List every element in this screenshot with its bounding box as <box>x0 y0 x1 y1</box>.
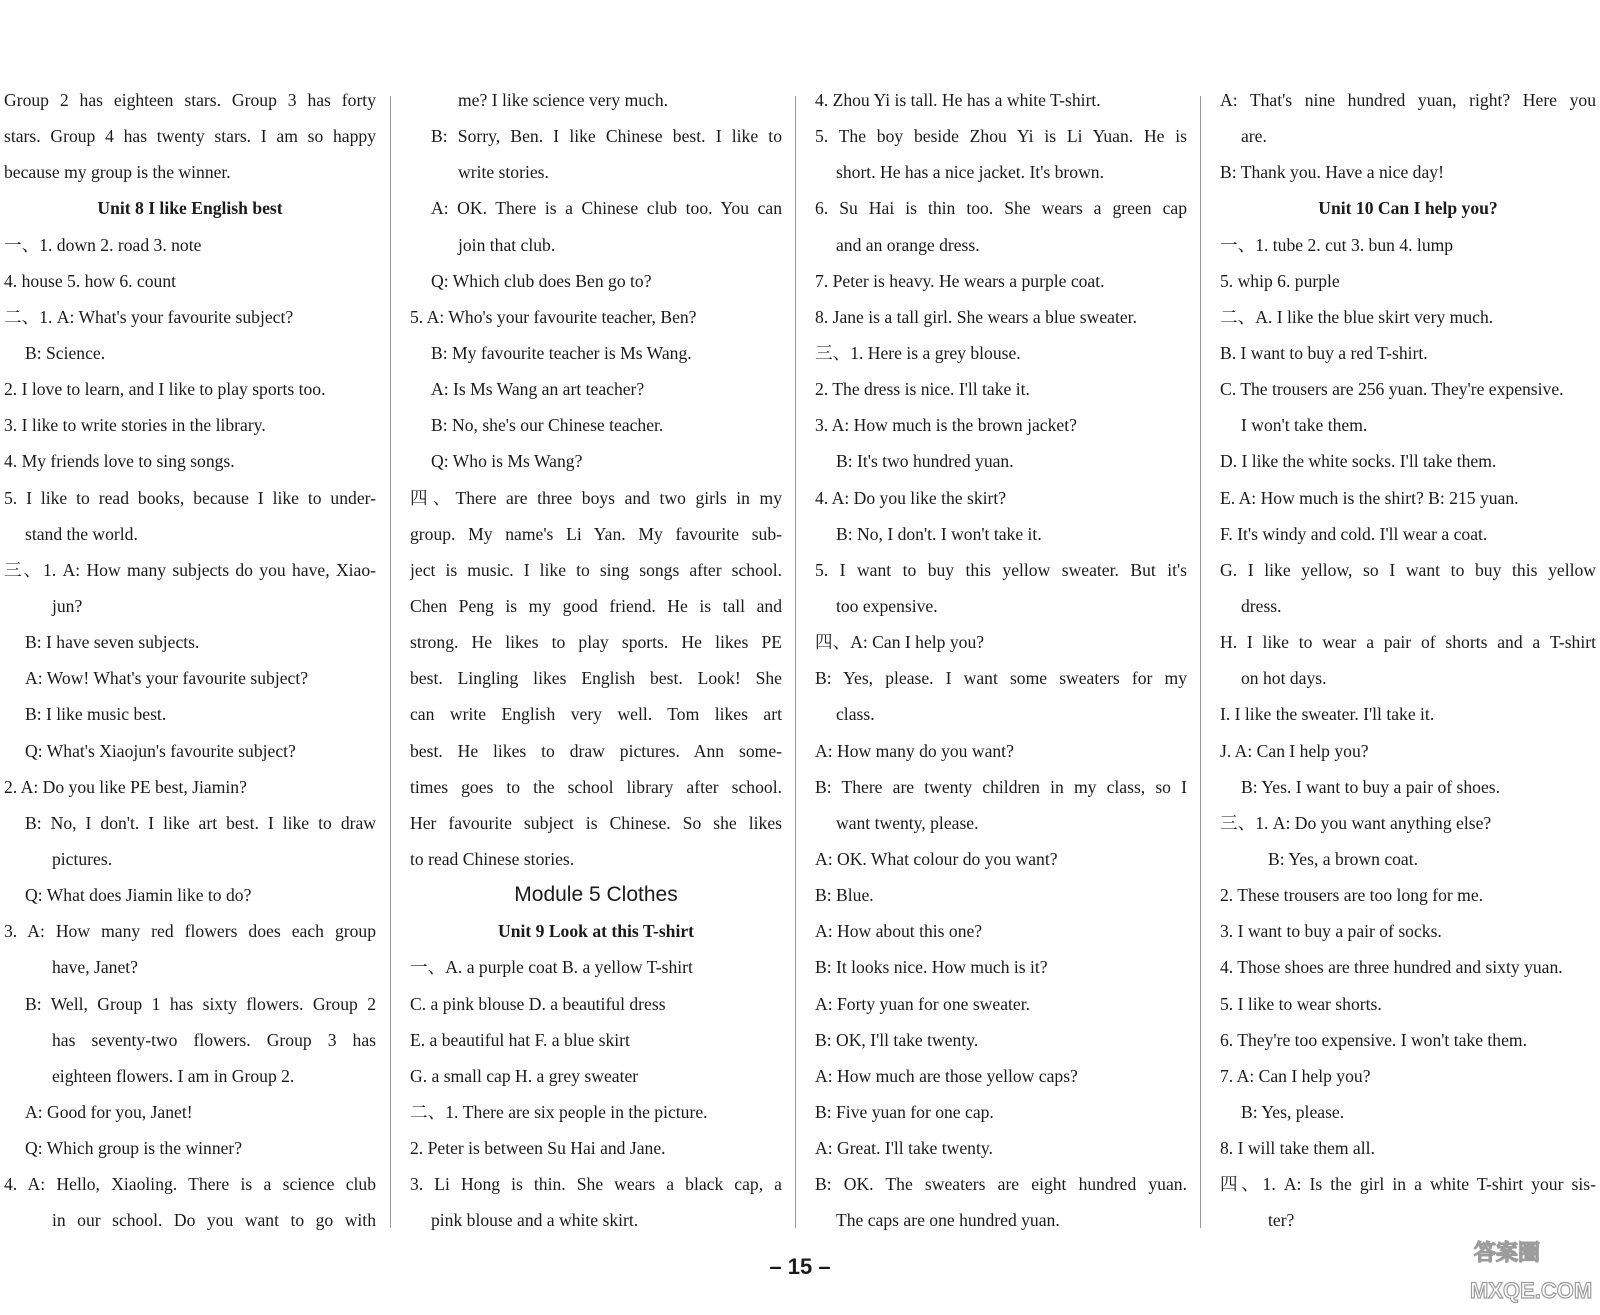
text-line: C. a pink blouse D. a beautiful dress <box>410 993 666 1014</box>
text-line: 5. whip 6. purple <box>1220 270 1340 291</box>
text-line: Q: Which group is the winner? <box>25 1138 243 1159</box>
section-heading: Unit 9 Look at this T-shirt <box>497 921 695 942</box>
column-divider <box>390 96 391 1228</box>
text-line: ter? <box>1268 1210 1295 1231</box>
text-line: 2. I love to learn, and I like to play sports too. <box>4 379 326 400</box>
text-line: B: I like music best. <box>25 704 167 725</box>
text-line: Q: What does Jiamin like to do? <box>25 885 252 906</box>
text-line: A: Wow! What's your favourite subject? <box>25 668 309 689</box>
text-line: A: That's nine hundred yuan, right? Here you <box>1220 90 1596 110</box>
text-line: B: OK, I'll take twenty. <box>815 1029 979 1050</box>
text-line: 一、1. down 2. road 3. note <box>4 234 202 255</box>
text-line: 7. Peter is heavy. He wears a purple coat. <box>815 270 1105 291</box>
text-line: B: Well, Group 1 has sixty flowers. Group 2 <box>25 993 376 1014</box>
section-heading: Unit 10 Can I help you? <box>1318 198 1498 219</box>
text-line: B: Thank you. Have a nice day! <box>1220 162 1444 183</box>
text-line: times goes to the school library after school. <box>410 776 782 797</box>
text-line: B: I have seven subjects. <box>25 632 200 653</box>
text-line: B: It looks nice. How much is it? <box>815 957 1048 978</box>
text-line: B: OK. The sweaters are eight hundred yuan. <box>815 1174 1187 1195</box>
text-line: short. He has a nice jacket. It's brown. <box>836 162 1104 183</box>
text-line: 3. Li Hong is thin. She wears a black cap, a <box>410 1174 782 1195</box>
text-line: because my group is the winner. <box>4 162 231 183</box>
text-line: 3. I want to buy a pair of socks. <box>1220 921 1442 942</box>
column-divider <box>795 96 796 1228</box>
text-line: too expensive. <box>836 595 938 616</box>
text-line: B: My favourite teacher is Ms Wang. <box>431 342 692 363</box>
text-line: B: Yes, please. I want some sweaters for my <box>815 668 1187 689</box>
text-line: I. I like the sweater. I'll take it. <box>1220 704 1435 725</box>
text-line: B: Five yuan for one cap. <box>815 1101 994 1122</box>
text-line: want twenty, please. <box>836 812 979 833</box>
section-heading: Unit 8 I like English best <box>97 198 283 219</box>
text-line: J. A: Can I help you? <box>1220 740 1369 761</box>
text-line: are. <box>1241 126 1267 147</box>
text-line: A: Is Ms Wang an art teacher? <box>431 379 645 400</box>
text-line: 2. These trousers are too long for me. <box>1220 885 1484 906</box>
text-line: 2. Peter is between Su Hai and Jane. <box>410 1138 666 1159</box>
text-line: 四、A: Can I help you? <box>815 632 985 653</box>
text-line: I won't take them. <box>1241 415 1368 436</box>
column-1 <box>4 82 376 1239</box>
text-line: write stories. <box>458 162 549 183</box>
text-line: can write English very well. Tom likes art <box>410 704 782 725</box>
text-line: A: OK. There is a Chinese club too. You can <box>431 198 782 219</box>
text-line: C. The trousers are 256 yuan. They're expensive. <box>1220 379 1564 400</box>
text-line: and an orange dress. <box>836 234 980 255</box>
text-line: pink blouse and a white skirt. <box>431 1210 639 1231</box>
text-line: 5. The boy beside Zhou Yi is Li Yuan. He is <box>815 126 1187 147</box>
text-line: D. I like the white socks. I'll take them. <box>1220 451 1497 472</box>
text-line: A: How much are those yellow caps? <box>815 1065 1078 1086</box>
text-line: 7. A: Can I help you? <box>1220 1065 1371 1086</box>
text-line: in our school. Do you want to go with <box>52 1210 376 1231</box>
text-line: eighteen flowers. I am in Group 2. <box>52 1065 295 1086</box>
text-line: strong. He likes to play sports. He likes PE <box>410 632 782 653</box>
text-line: 一、A. a purple coat B. a yellow T-shirt <box>410 957 693 978</box>
text-line: 三、1. A: How many subjects do you have, Xiao- <box>4 559 376 580</box>
text-line: 2. A: Do you like PE best, Jiamin? <box>4 776 247 797</box>
text-line: G. I like yellow, so I want to buy this yellow <box>1220 559 1596 580</box>
page-number: – 15 – <box>769 1254 831 1279</box>
text-line: 8. Jane is a tall girl. She wears a blue sweater. <box>815 306 1137 327</box>
text-line: 二、1. There are six people in the picture. <box>410 1101 708 1122</box>
text-line: A: Forty yuan for one sweater. <box>815 993 1030 1014</box>
text-line: B: There are twenty children in my class, so I <box>815 776 1187 797</box>
watermark-logo <box>1468 1230 1596 1310</box>
column-4 <box>1220 82 1596 1239</box>
text-line: 三、1. Here is a grey blouse. <box>815 342 1021 363</box>
text-line: 4. house 5. how 6. count <box>4 270 177 291</box>
text-line: Q: Which club does Ben go to? <box>431 270 652 291</box>
text-line: B: Yes, a brown coat. <box>1268 848 1419 869</box>
text-line: 4. A: Do you like the skirt? <box>815 487 1007 508</box>
text-line: 5. I like to read books, because I like to under- <box>4 487 376 508</box>
watermark-bottom: MXQE.COM <box>1470 1278 1593 1303</box>
text-line: to read Chinese stories. <box>410 848 575 869</box>
text-line: A: How about this one? <box>815 921 983 942</box>
text-line: 三、1. A: Do you want anything else? <box>1220 812 1492 833</box>
text-line: 6. Su Hai is thin too. She wears a green cap <box>815 198 1187 219</box>
text-line: 5. I like to wear shorts. <box>1220 993 1382 1014</box>
text-line: B: Sorry, Ben. I like Chinese best. I like to <box>431 126 782 147</box>
text-line: ject is music. I like to sing songs after school. <box>410 559 782 580</box>
text-line: B: Science. <box>25 342 106 363</box>
text-line: A: Great. I'll take twenty. <box>815 1138 993 1159</box>
text-line: 6. They're too expensive. I won't take them. <box>1220 1029 1527 1050</box>
text-line: 4. A: Hello, Xiaoling. There is a science club <box>4 1174 376 1195</box>
text-line: F. It's windy and cold. I'll wear a coat. <box>1220 523 1488 544</box>
text-line: dress. <box>1241 595 1282 616</box>
text-line: Group 2 has eighteen stars. Group 3 has forty <box>4 90 376 110</box>
text-line: Her favourite subject is Chinese. So she likes <box>410 812 782 833</box>
text-line: 四、There are three boys and two girls in my <box>410 487 782 508</box>
text-line: The caps are one hundred yuan. <box>836 1210 1060 1231</box>
text-line: E. a beautiful hat F. a blue skirt <box>410 1029 630 1050</box>
text-line: on hot days. <box>1241 668 1327 689</box>
section-heading: Module 5 Clothes <box>514 883 678 907</box>
text-line: A: OK. What colour do you want? <box>815 848 1058 869</box>
text-line: 4. My friends love to sing songs. <box>4 451 235 472</box>
text-line: 3. A: How much is the brown jacket? <box>815 415 1077 436</box>
text-line: stand the world. <box>25 523 138 544</box>
text-line: B: Blue. <box>815 885 874 906</box>
text-line: B: No, I don't. I won't take it. <box>836 523 1042 544</box>
text-line: pictures. <box>52 848 113 869</box>
text-line: 二、A. I like the blue skirt very much. <box>1220 306 1494 327</box>
text-line: A: How many do you want? <box>815 740 1014 761</box>
text-line: jun? <box>52 595 83 616</box>
text-line: 5. I want to buy this yellow sweater. But it's <box>815 559 1187 580</box>
text-line: A: Good for you, Janet! <box>25 1101 193 1122</box>
text-line: best. He likes to draw pictures. Ann some- <box>410 740 782 761</box>
text-line: 4. Those shoes are three hundred and sixty yuan. <box>1220 957 1563 978</box>
text-line: 四、1. A: Is the girl in a white T-shirt your sis- <box>1220 1174 1596 1195</box>
column-divider <box>1200 96 1201 1228</box>
text-line: 3. I like to write stories in the library. <box>4 415 266 436</box>
text-line: 二、1. A: What's your favourite subject? <box>4 306 294 327</box>
text-line: B: Yes. I want to buy a pair of shoes. <box>1241 776 1501 797</box>
text-line: B. I want to buy a red T-shirt. <box>1220 342 1428 363</box>
text-line: 5. A: Who's your favourite teacher, Ben? <box>410 306 697 327</box>
text-line: 一、1. tube 2. cut 3. bun 4. lump <box>1220 234 1454 255</box>
text-line: has seventy-two flowers. Group 3 has <box>52 1029 376 1050</box>
text-line: class. <box>836 704 875 725</box>
text-line: best. Lingling likes English best. Look! She <box>410 668 782 689</box>
column-3 <box>815 82 1187 1239</box>
text-line: group. My name's Li Yan. My favourite sub- <box>410 523 782 544</box>
text-line: Q: Who is Ms Wang? <box>431 451 583 472</box>
text-line: Q: What's Xiaojun's favourite subject? <box>25 740 296 761</box>
text-line: B: No, I don't. I like art best. I like to draw <box>25 812 376 833</box>
text-line: 3. A: How many red flowers does each group <box>4 921 376 942</box>
text-line: 8. I will take them all. <box>1220 1138 1375 1159</box>
text-line: H. I like to wear a pair of shorts and a T-shirt <box>1220 632 1596 653</box>
text-line: join that club. <box>458 234 556 255</box>
column-2 <box>410 82 782 1239</box>
text-line: G. a small cap H. a grey sweater <box>410 1065 639 1086</box>
text-line: B: It's two hundred yuan. <box>836 451 1014 472</box>
text-line: 2. The dress is nice. I'll take it. <box>815 379 1030 400</box>
text-line: 4. Zhou Yi is tall. He has a white T-shirt. <box>815 90 1101 110</box>
text-line: me? I like science very much. <box>458 90 669 110</box>
text-line: Chen Peng is my good friend. He is tall and <box>410 595 782 616</box>
text-line: stars. Group 4 has twenty stars. I am so happy <box>4 126 376 147</box>
watermark-top: 答案圈 <box>1474 1240 1541 1265</box>
text-line: have, Janet? <box>52 957 138 978</box>
text-line: B: No, she's our Chinese teacher. <box>431 415 664 436</box>
text-line: B: Yes, please. <box>1241 1101 1345 1122</box>
text-line: E. A: How much is the shirt? B: 215 yuan. <box>1220 487 1519 508</box>
